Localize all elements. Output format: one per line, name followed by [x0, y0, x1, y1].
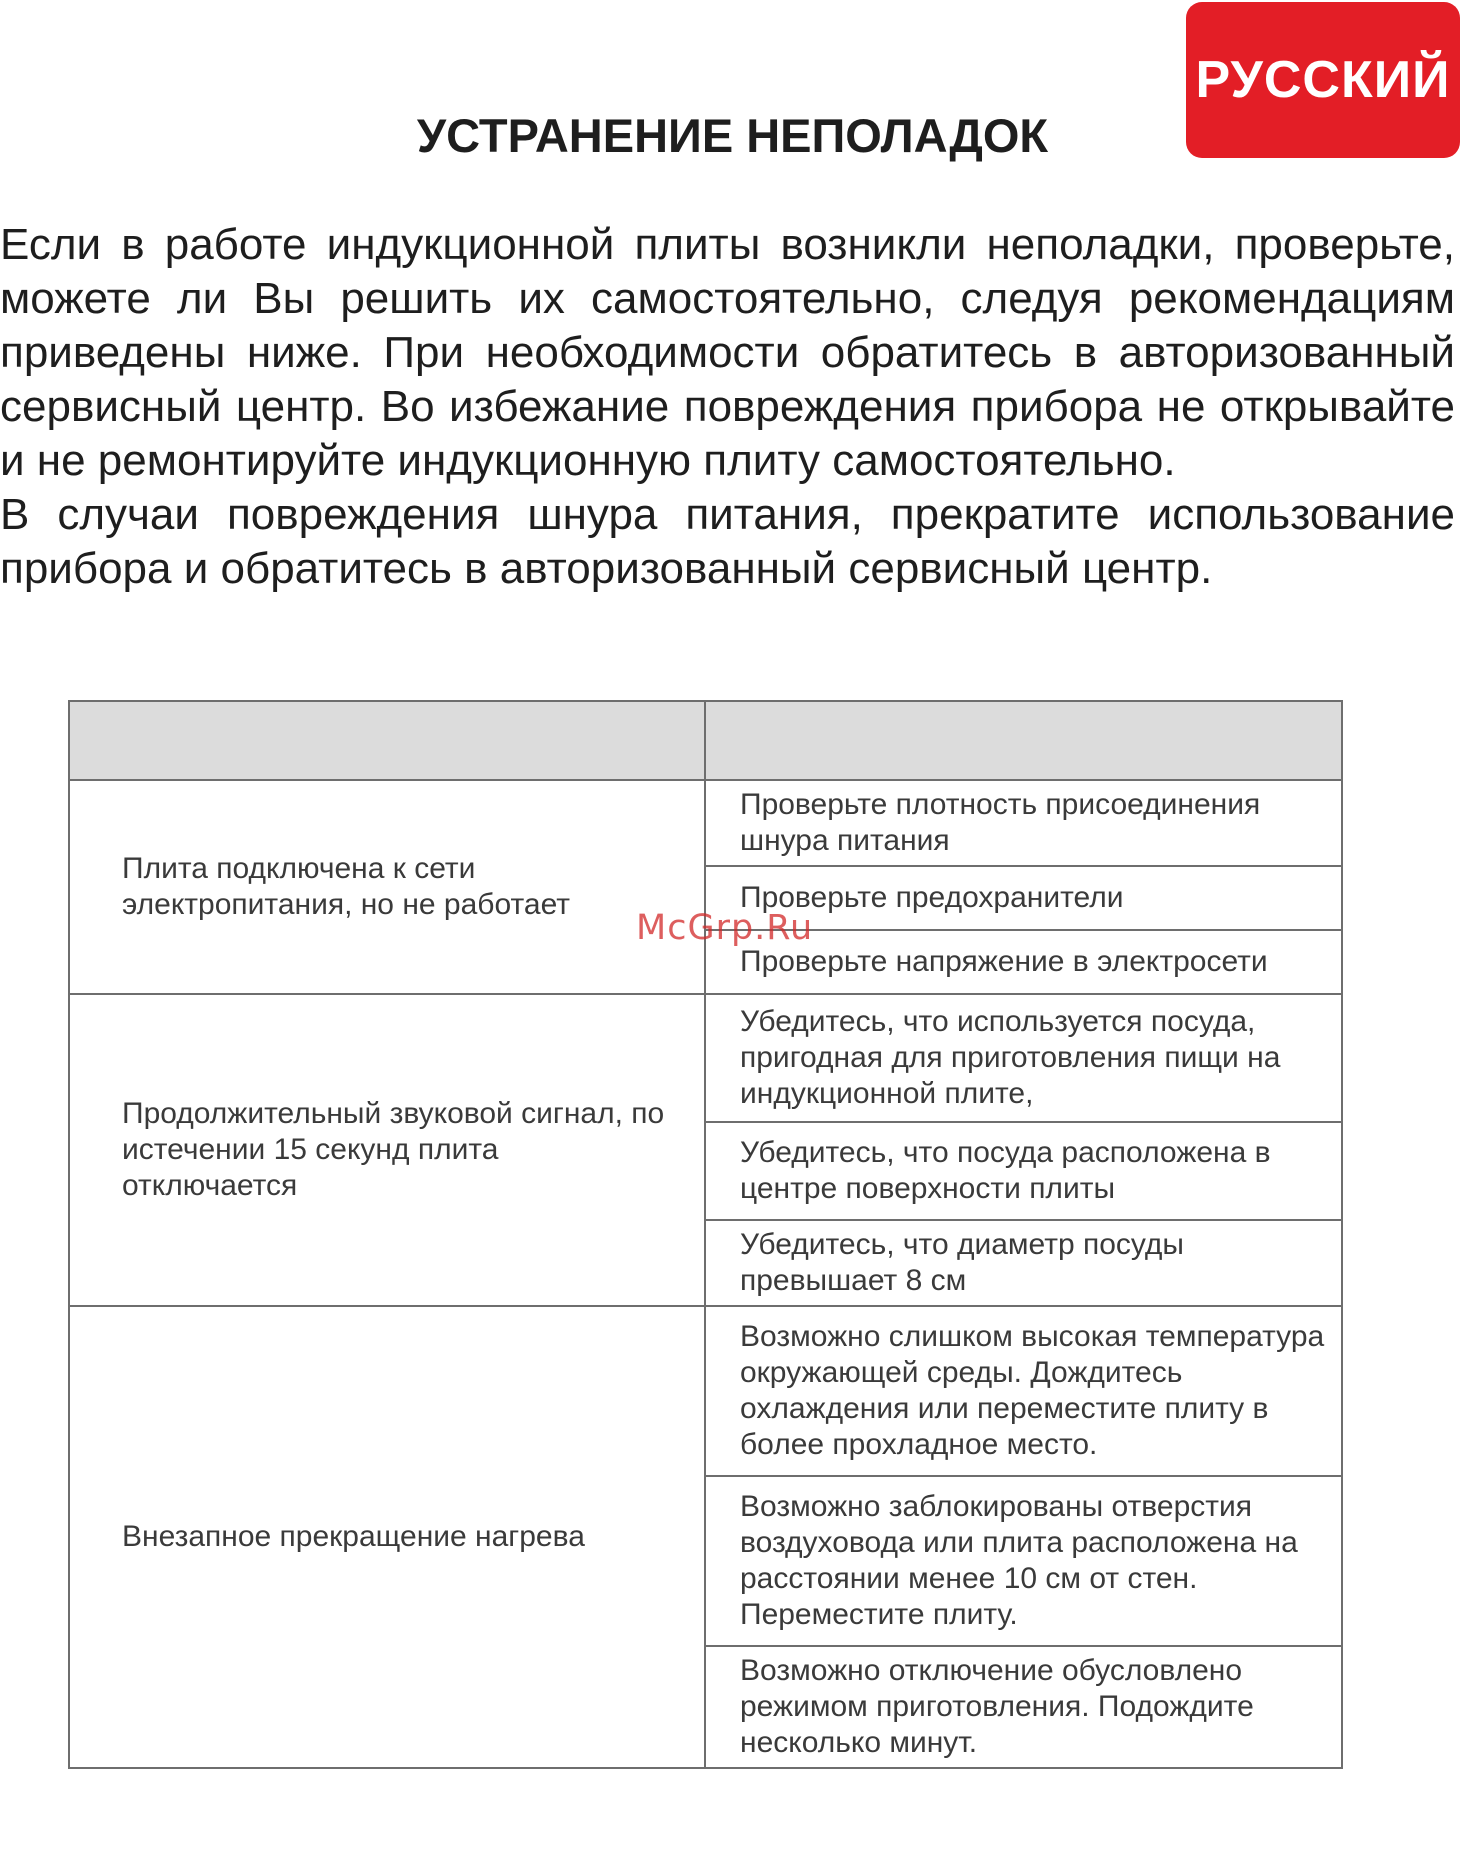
problem-cell [69, 780, 705, 994]
intro-text [0, 218, 1455, 596]
problem-text: Продолжительный звуковой сигнал, по истечении 15 секунд плита отключается [122, 1097, 665, 1202]
solution-cell: Возможно отключение обусловлено режимом приготовления. Подождите несколько минут. [705, 1646, 1342, 1768]
solution-cell: Проверьте напряжение в электросети [705, 930, 1342, 994]
troubleshooting-table [68, 700, 1343, 1769]
solution-cell: Возможно слишком высокая температура окружающей среды. Дождитесь охлаждения или переместите плиту в более прохладное место. [705, 1306, 1342, 1476]
header-problem [69, 701, 705, 780]
page-title: УСТРАНЕНИЕ НЕПОЛАДОК [416, 109, 1049, 162]
problem-text: Плита подключена к сети электропитания, но не работает [122, 852, 571, 921]
problem-text: Внезапное прекращение нагрева [122, 1520, 585, 1553]
solution-cell: Проверьте предохранители [705, 866, 1342, 930]
table-header-row [69, 701, 1342, 780]
language-badge: РУССКИЙ [1186, 2, 1460, 158]
problem-cell [69, 1306, 705, 1768]
solution-cell: Возможно заблокированы отверстия воздуховода или плита расположена на расстоянии менее 10 см от стен. Переместите плиту. [705, 1476, 1342, 1646]
solution-cell: Убедитесь, что диаметр посуды превышает 8 см [705, 1220, 1342, 1306]
table-row [69, 1306, 1342, 1476]
intro-paragraph: Если в работе индукционной плиты возникли неполадки, проверьте, можете ли Вы решить их самостоятельно, следуя рекомендациям приведены ниже. При необходимости обратитесь в авторизованный сервисный центр. Во избежание повреждения прибора не открывайте и не ремонтируйте индукционную плиту самостоятельно. [0, 220, 1455, 485]
solution-cell: Убедитесь, что посуда расположена в центре поверхности плиты [705, 1122, 1342, 1220]
problem-cell [69, 994, 705, 1306]
table-row [69, 780, 1342, 866]
table-row [69, 994, 1342, 1122]
solution-cell: Проверьте плотность присоединения шнура питания [705, 780, 1342, 866]
intro-paragraph: В случаи повреждения шнура питания, прекратите использование прибора и обратитесь в авторизованный сервисный центр. [0, 490, 1455, 593]
header-solution [705, 701, 1342, 780]
watermark: McGrp.Ru [636, 908, 814, 948]
solution-cell: Убедитесь, что используется посуда, пригодная для приготовления пищи на индукционной плите, [705, 994, 1342, 1122]
